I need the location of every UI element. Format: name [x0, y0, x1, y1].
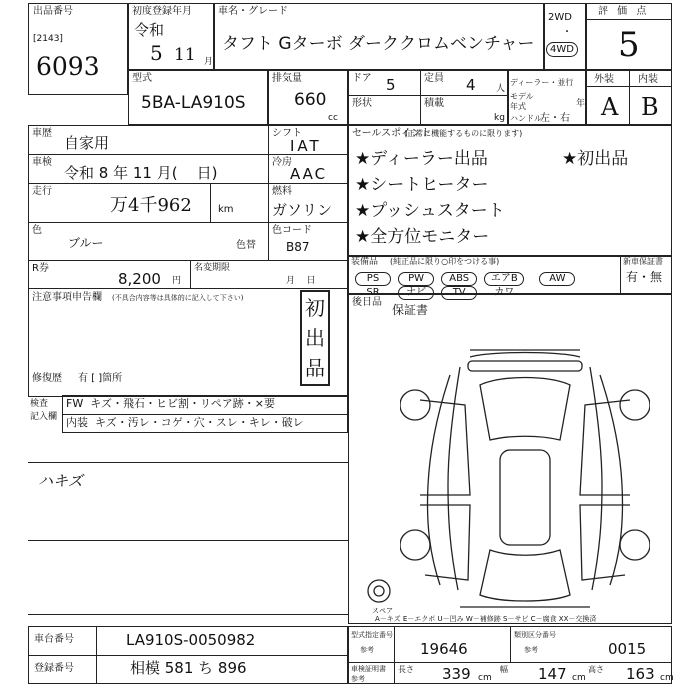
model-no-label: 型式指定番号 — [351, 631, 393, 639]
inspect-int-row: 内装 キズ・汚レ・コゲ・穴・スレ・キレ・破レ — [66, 416, 304, 429]
length-label: 長さ — [398, 665, 414, 674]
grade-value: 5 — [618, 25, 640, 65]
exterior-label: 外装 — [594, 74, 614, 85]
sales-point-2: ★初出品 — [562, 149, 629, 169]
equip-sr: SR — [366, 287, 380, 298]
length-unit: cm — [478, 673, 492, 683]
interior-label: 内装 — [638, 74, 658, 85]
usage-value: 自家用 — [64, 134, 110, 152]
plate-value: 相模 581 ち 896 — [130, 659, 247, 677]
class-label: 類別区分番号 — [514, 631, 556, 639]
class-ref: 参考 — [524, 646, 538, 654]
notes-small: (不具合内容等は具体的に記入して下さい) — [112, 294, 244, 302]
inspect-label: 車検 — [32, 157, 52, 168]
color-code-label: 色コード — [272, 225, 312, 236]
class-value: 0015 — [608, 640, 647, 658]
shape-label: 形状 — [352, 98, 372, 109]
color-no-label: 色替 — [236, 240, 256, 251]
handle-value: 左・右 — [540, 113, 570, 124]
cc-label: 排気量 — [272, 73, 302, 84]
dealer-label: ディーラー・並行 — [510, 78, 574, 87]
model-name: タフト Gターボ ダーククロムベンチャー — [222, 34, 535, 54]
manual-value: 有・無 — [626, 270, 663, 284]
back-label: 後日品 — [352, 297, 382, 308]
capacity-unit: 人 — [496, 84, 506, 94]
inspect-box-label-a: 検査 — [30, 399, 49, 409]
lot-label: 出品番号 — [33, 6, 73, 17]
load-unit: kg — [494, 113, 505, 123]
handle-label: ハンドル — [510, 114, 542, 123]
mileage-label: 走行 — [32, 186, 52, 197]
equip-tv: TV — [441, 286, 477, 300]
door-value: 5 — [386, 76, 396, 94]
equip-navi: ナビ — [398, 286, 434, 300]
deadline-unit: 月 日 — [286, 276, 316, 286]
cc-unit: cc — [328, 113, 338, 123]
reg-year: 5 — [150, 41, 163, 65]
repair-value: 有 [ ]箇所 — [78, 373, 123, 384]
reg-label: 初度登録年月 — [132, 6, 192, 17]
model-no-ref: 参考 — [360, 646, 374, 654]
interior-grade: B — [641, 93, 659, 121]
sales-label-small: (正常に機能するものに限ります) — [404, 129, 523, 138]
load-label: 積載 — [424, 98, 444, 109]
ac-value: AAC — [290, 165, 328, 183]
color-label: 色 — [32, 225, 42, 236]
sales-point-3: ★シートヒーター — [355, 175, 489, 195]
chassis-value: LA910S-0050982 — [126, 631, 256, 649]
capacity-value: 4 — [466, 76, 476, 94]
width-label: 幅 — [500, 665, 508, 674]
capacity-label: 定員 — [424, 73, 444, 84]
type-label: 型式 — [132, 73, 152, 84]
equip-label: 装備品 — [351, 257, 379, 267]
shift-value: IAT — [290, 137, 322, 155]
deadline-label: 名変期限 — [194, 263, 231, 273]
sales-point-5: ★全方位モニター — [355, 227, 490, 247]
equip-pw: PW — [398, 272, 434, 286]
equip-label-small: (純正品に限り○印をつける事) — [390, 257, 500, 266]
spare-label: スペア — [372, 607, 393, 615]
sales-point-4: ★プッシュスタート — [355, 201, 505, 221]
damage-legend: A－キズ E－エクボ U－凹み W－補修跡 S－サビ C－腐食 XX－交換済 — [375, 615, 597, 623]
equip-leather: カワ — [494, 287, 515, 298]
sales-point-1: ★ディーラー出品 — [355, 149, 488, 169]
equip-airbag: エアB — [484, 272, 524, 286]
door-label: ドア — [352, 73, 372, 84]
plate-label: 登録番号 — [34, 663, 74, 674]
height-label: 高さ — [588, 665, 604, 674]
equip-abs: ABS — [441, 272, 477, 286]
reg-month-unit: 月 — [204, 57, 214, 67]
width-unit: cm — [572, 673, 586, 683]
model-year-label: モデル年式 — [510, 92, 534, 111]
exterior-grade: A — [601, 93, 619, 121]
size-label: 車検証明書 参考 — [351, 665, 386, 683]
drive-dot: ・ — [562, 27, 572, 38]
ac-label: 冷房 — [272, 157, 292, 168]
color-value: ブルー — [68, 236, 104, 250]
notes-label: 注意事項申告欄 — [32, 292, 102, 303]
sales-label: セールスポイント — [352, 128, 432, 139]
fuel-value: ガソリン — [272, 201, 333, 219]
model-no-value: 19646 — [420, 640, 468, 658]
repair-label: 修復歴 — [32, 373, 62, 384]
inspect-value: 令和 8 年 11 月( 日) — [64, 164, 218, 182]
year-unit: 年 — [576, 99, 586, 109]
usage-label: 車歴 — [32, 128, 52, 139]
manual-label: 新車保証書 — [623, 257, 663, 266]
shift-label: シフト — [272, 128, 302, 139]
lot-sub: [2143] — [33, 34, 63, 44]
lot-number: 6093 — [36, 52, 100, 81]
height-unit: cm — [660, 673, 674, 683]
stamp-text: 初出品 — [305, 296, 325, 380]
recycle-label: R券 — [32, 263, 49, 274]
type-value: 5BA-LA910S — [141, 93, 246, 113]
spare-tire-icon — [366, 578, 392, 604]
grade-label: 評 価 点 — [598, 6, 650, 17]
equip-aw: AW — [539, 272, 575, 286]
width-value: 147 — [538, 665, 567, 683]
inspect-ext-row: FW キズ・飛石・ヒビ割・リペア跡・×要 — [66, 397, 275, 410]
reg-month: 11 — [174, 45, 196, 65]
handwritten-note: ハキズ — [38, 472, 83, 490]
model-label: 車名・グレード — [218, 6, 288, 17]
drive-4wd-circled: 4WD — [546, 42, 578, 57]
chassis-label: 車台番号 — [34, 634, 74, 645]
drive-2wd: 2WD — [548, 12, 572, 23]
recycle-value: 8,200 — [118, 270, 161, 288]
fuel-label: 燃料 — [272, 186, 292, 197]
color-code-value: B87 — [286, 240, 310, 254]
mileage-value: 万4千962 — [110, 195, 192, 216]
reg-era: 令和 — [134, 21, 165, 39]
mileage-unit: km — [218, 204, 234, 215]
back-value: 保証書 — [392, 303, 429, 317]
recycle-unit: 円 — [172, 276, 182, 286]
car-diagram — [400, 345, 650, 615]
equip-ps: PS — [355, 272, 391, 286]
height-value: 163 — [626, 665, 655, 683]
length-value: 339 — [442, 665, 471, 683]
cc-value: 660 — [294, 90, 327, 110]
inspect-box-label-b: 記入欄 — [30, 412, 58, 422]
